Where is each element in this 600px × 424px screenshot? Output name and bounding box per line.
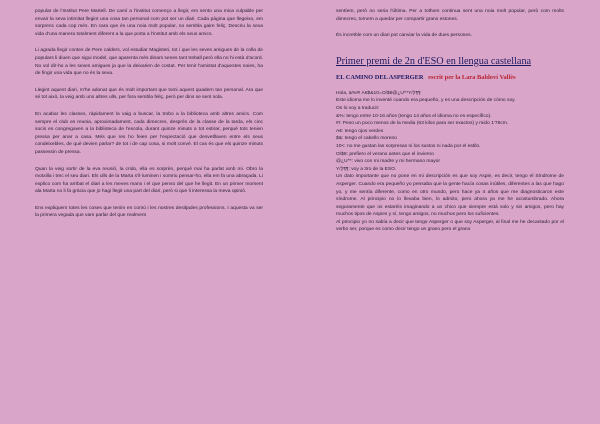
- story-body: [336, 173, 564, 234]
- story-title-line: [336, 74, 564, 82]
- code-line: &%: tengo entre 10-16 años (tengo 14 años el idioma no es específico).: [336, 113, 492, 119]
- left-paragraph-2: Li agrada llegir contes de Pere calders, vol estudiar Magisteri, tot i que les seves amigues de la colla de populars li diuen que sigui model, que aparenta més dinars senes tant treball però ella no hi està d'acord. No vol dir-ho a les seves amigues ja que la deixarien de costat. Per tenir l'amistat d'aquestes noies, ha de fingir una vida que no és la seva.: [35, 48, 263, 77]
- code-line: $&: tengo el cabello moreno: [336, 136, 397, 142]
- left-paragraph-4: En acabar les classes, ràpidament la vaig a buscar, la trobo a la biblioteca amb altres amics. Com sempre el club es reunia, aproximadament, cada dimecres, després de la classe de la tarda, els cinc socis es congregaven a la biblioteca de l'escola, durant quinze minuts a tot estirar, perquè tots tenien pressa per anar a casa. Més que res ho feien per l'expectació que desvetllaven entre els seus condeixebles, de què devien parlar? de tot i de cap cosa, si molt convé. El cas és que els quinze minuts passessin de pressa.: [35, 111, 263, 155]
- code-line: Y/¦!¶¶: voy a 3ro de la ESO.: [336, 166, 397, 172]
- right-paragraph-2: Al principio yo no sabía a decir que tengo Asperger o que soy Asperger, al final me he decantado por el verbo ser, porque es como decir tengo un grano pero el grano: [336, 219, 564, 233]
- code-description-list: [336, 90, 564, 174]
- section-heading: Primer premi de 2n d'ESO en llengua castellana: [336, 55, 532, 67]
- right-intro-paragraph-1: sentíem, però no seria l'última. Per a tothom continua sent una noia molt popular, però com molts dimecres, tornem a quedar per compartir grans estones.: [336, 9, 564, 22]
- story-title: EL CAMINO DEL ASPERGER: [336, 73, 424, 81]
- code-line: 10<: no me gustan las sorpresas ni los sustos ni nada por el estilo.: [336, 143, 481, 149]
- left-paragraph-5: Quan la veig sortir de la eva reunió, la crido, ella es sorprèn, perquè mai ha parlat amb mi. Obro la motxilla i trec el seu diari. Els ulls de la Marta s'il·luminen i somriu pensar-ho, ella em fa una abraçada. Li explico com ha arribat el diari a les meves mans i el que penso del que he llegit. En un primer moment ala Marta no li fa gràcia que jo hagi llegit una part del diari, però si que li interessa la meva opinió.: [35, 166, 263, 195]
- left-paragraph-6: Ens expliquem totes les coses que tenim en comú i les nostres desitjades professions. I aquesta va ser la primera vegada que vam parlar del que realment: [35, 205, 263, 219]
- code-line: Os lo voy a traducir:: [336, 105, 380, 111]
- code-line: A€: tengo ojos verdes: [336, 128, 384, 134]
- code-line: O/$8: prefiero el verano antes que el invierno: [336, 151, 434, 157]
- left-paragraph-1: popular de l'Institut Pere Martell. De camí a l'institut començo a llegir, em sento una mica culpable per envair la seva intimitat llegint una cosa tan personal com pot ser un diari. Cada pàgina que llegeixo, em sorprenc cada cop més. En cara que és una noia molt popular, no sembla gaire feliç. Descriu la seva vida d'una manera totalment diferent a la que porta a l'institut amb els seus amics.: [35, 9, 263, 37]
- code-line: #!: Peso un poco menos de la media (63 kilos para ser exactos) y mido 1'78cm.: [336, 121, 509, 127]
- story-author: escrit per la Lara Baldoví Vallès: [428, 73, 516, 81]
- right-page-column: [336, 8, 564, 234]
- code-line: Este idioma me lo inventé cuando era pequeño, y es una descripción de cómo soy.: [336, 98, 516, 104]
- left-page-column: [35, 8, 263, 229]
- code-line: Hola, &%#! A€$&10=O/$8@¿U^*Y/¦!¶¶: [336, 90, 421, 96]
- left-paragraph-3: Llegint aquest diari, m'he adonat que és molt important que tomi aquest quadern tan personal. Ara que sé tot això, la veig amb uns altres ulls, per fora sembla feliç, però per dins se sent sola.: [35, 87, 263, 101]
- right-paragraph-1: Un dato importante que no pone en mi descripción es que soy Aspie, es decir, tengo el Síndrome de Asperger. Cuando era pequeño yo pensaba que la gente hacía cosas inútiles, diferentes a las que hago yo, y me sentía diferente, como en otro mundo, pero hace ya 4 años que me diagnosticaron este síndrome. Al principio no lo llevaba bien, lo admito, pero ahora ya me he acostumbrado. Ahora seguramente que os estaréis imaginando a un chico que siempre está solo y sin amigos, pero hay muchos tipos de Aspies y sí, tengo amigos, no muchos pero los suficientes.: [336, 174, 564, 218]
- code-line: @¿U^*: vivo con mi madre y mi hermano mayor: [336, 159, 441, 165]
- right-intro-paragraph-2: És increïble com un diari pot canviar la vida de dues persones.: [336, 33, 472, 39]
